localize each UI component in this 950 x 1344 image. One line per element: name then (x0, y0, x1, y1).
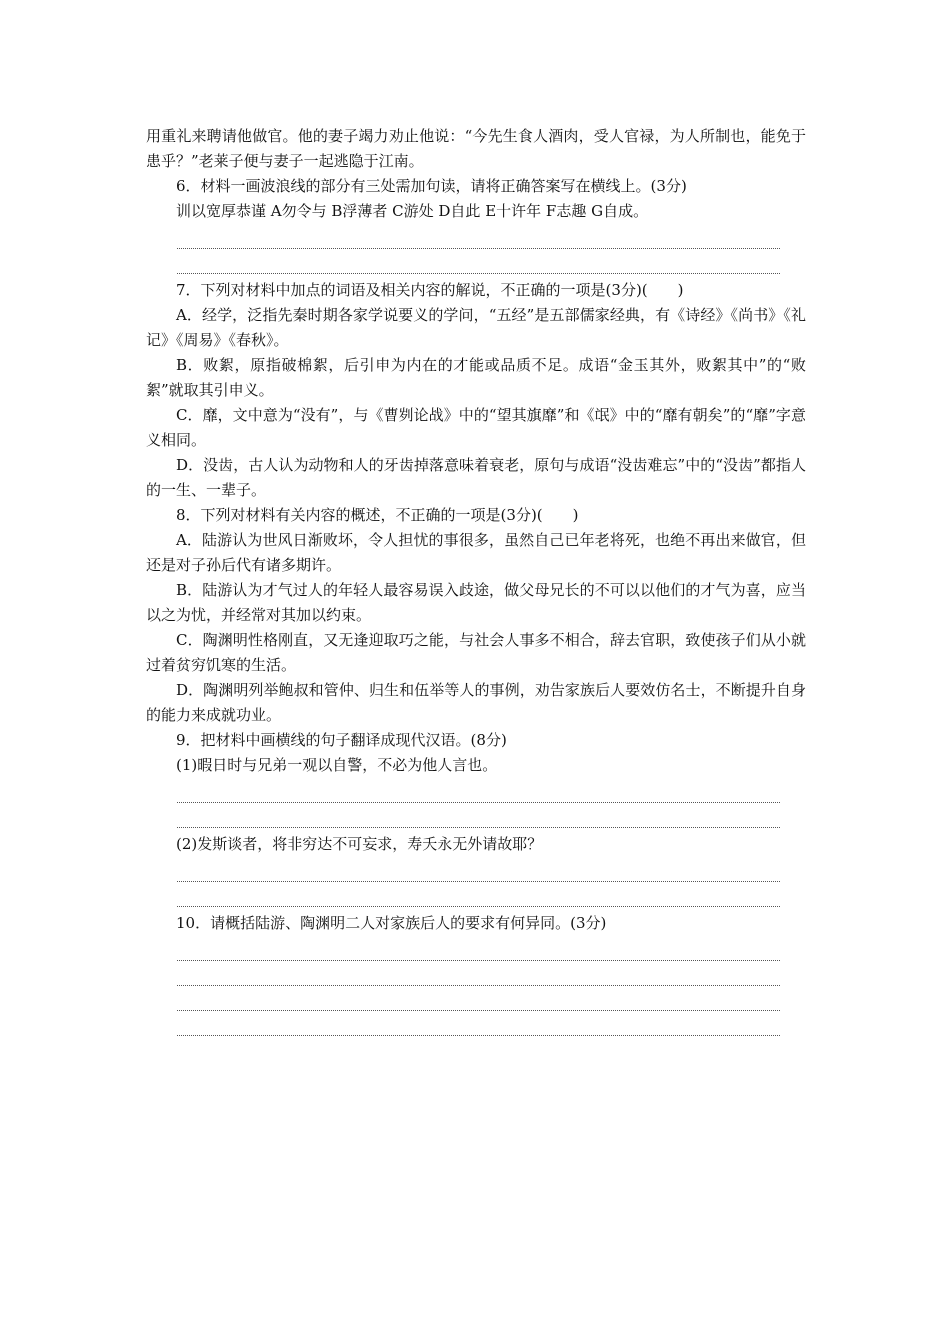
q9-sub2: (2)发斯谈者，将非穷达不可妄求，寿夭永无外请故耶？ (176, 835, 543, 853)
q9-sub2-answer-line-2[interactable] (177, 882, 780, 907)
q9-sub2-answer-line-1[interactable] (177, 857, 780, 882)
q8-option-a: A．陆游认为世风日渐败坏，令人担忧的事很多，虽然自己已年老将死，也绝不再出来做官，但还是对子孙后代有诸多期许。 (146, 531, 806, 574)
q8-option-c: C．陶渊明性格刚直，又无逢迎取巧之能，与社会人事多不相合，辞去官职，致使孩子们从小就过着贫穷饥寒的生活。 (146, 631, 806, 674)
q6-answer-line-1[interactable] (177, 224, 780, 249)
q10-answer-line-4[interactable] (177, 1011, 780, 1036)
q10-stem: 10．请概括陆游、陶渊明二人对家族后人的要求有何异同。(3分) (176, 914, 607, 932)
q6-answer-line-2[interactable] (177, 249, 780, 274)
q7-option-a: A．经学，泛指先秦时期各家学说要义的学问，“五经”是五部儒家经典，有《诗经》《尚书》《礼记》《周易》《春秋》。 (146, 306, 806, 349)
q8-option-b: B．陆游认为才气过人的年轻人最容易误入歧途，做父母兄长的不可以以他们的才气为喜，应当以之为忧，并经常对其加以约束。 (146, 581, 806, 624)
q9-stem: 9．把材料中画横线的句子翻译成现代汉语。(8分) (176, 731, 507, 749)
q9-sub1: (1)暇日时与兄弟一观以自警，不必为他人言也。 (176, 756, 498, 774)
q6-stem: 6．材料一画波浪线的部分有三处需加句读，请将正确答案写在横线上。(3分) (176, 177, 687, 195)
q7-stem: 7．下列对材料中加点的词语及相关内容的解说，不正确的一项是(3分)( ) (176, 281, 684, 299)
q8-stem: 8．下列对材料有关内容的概述，不正确的一项是(3分)( ) (176, 506, 579, 524)
q8-option-d: D．陶渊明列举鲍叔和管仲、归生和伍举等人的事例，劝告家族后人要效仿名士，不断提升自身的能力来成就功业。 (146, 681, 806, 724)
q10-answer-line-2[interactable] (177, 961, 780, 986)
exam-page (146, 124, 806, 1036)
q7-option-b: B．败絮，原指破棉絮，后引申为内在的才能或品质不足。成语“金玉其外，败絮其中”的“败絮”就取其引申义。 (146, 356, 806, 399)
q10-answer-line-3[interactable] (177, 986, 780, 1011)
q9-sub1-answer-line-2[interactable] (177, 803, 780, 828)
intro-paragraph: 用重礼来聘请他做官。他的妻子竭力劝止他说：“今先生食人酒肉，受人官禄，为人所制也，能免于患乎？”老莱子便与妻子一起逃隐于江南。 (146, 127, 806, 170)
q10-answer-line-1[interactable] (177, 936, 780, 961)
q7-option-c: C．靡，文中意为“没有”，与《曹刿论战》中的“望其旗靡”和《氓》中的“靡有朝矣”的“靡”字意义相同。 (146, 406, 806, 449)
q7-option-d: D．没齿，古人认为动物和人的牙齿掉落意味着衰老，原句与成语“没齿难忘”中的“没齿”都指人的一生、一辈子。 (146, 456, 806, 499)
q9-sub1-answer-line-1[interactable] (177, 778, 780, 803)
q6-text: 训以宽厚恭谨 A勿令与 B浮薄者 C游处 D自此 E十许年 F志趣 G自成。 (176, 202, 649, 220)
